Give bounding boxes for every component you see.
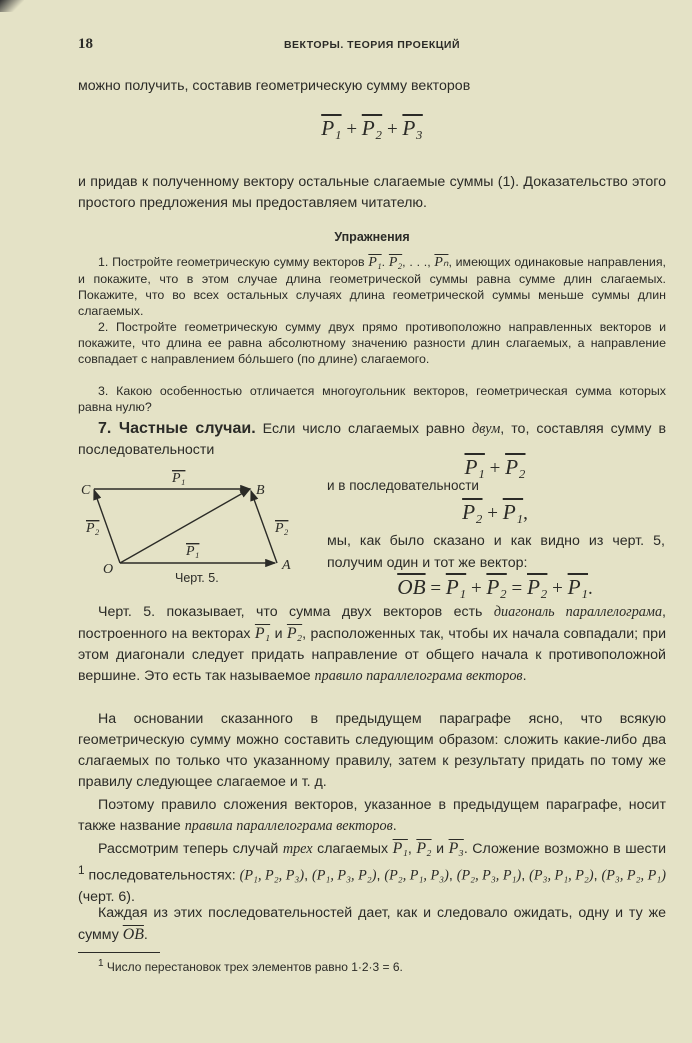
vector-ob [120, 489, 250, 563]
text: , построенного на векторах [78, 604, 666, 642]
label-p2-left: P₂ [86, 521, 100, 536]
label-p2-right: P₂ [275, 521, 289, 536]
sep: , [521, 867, 530, 884]
emphasis: правило параллелограма векторов [314, 668, 523, 684]
vector: P₁ [502, 500, 524, 524]
text: 1. Постройте геометрическую сумму векторов [98, 255, 369, 269]
label-a: A [282, 558, 291, 573]
text: , имеющих одинаковые направления, и покажите, что в этом случае длина геометрической суммы равна сумме длин слагаемых. Покажите, что во всех остальных случаях длина геометрической суммы меньше суммы длин слагаемых. [78, 255, 666, 318]
mid-text: и в последовательности [327, 478, 479, 493]
text: Каждая из этих последовательностей дает, как и следовало ожидать, одну и ту же сумму [78, 905, 666, 943]
paragraph-parallelogram [78, 602, 666, 687]
plus: + [386, 119, 398, 140]
label-c: C [81, 483, 91, 498]
sequence: (P₃, P₂, P₁) [601, 867, 666, 884]
sep: , [448, 867, 457, 884]
footnote [98, 958, 403, 974]
vector: P₁ [254, 625, 271, 642]
text: , [407, 841, 417, 857]
sep: , [376, 867, 385, 884]
intro-formula [78, 116, 666, 141]
vector-ab [251, 491, 277, 563]
scan-corner-shadow [0, 0, 24, 12]
vector: $\overline{P_n}$ [434, 255, 449, 270]
label-o: O [103, 562, 114, 577]
vector: P₂ [527, 575, 548, 599]
text: Если число слагаемых равно [255, 421, 472, 437]
text: . [522, 668, 527, 684]
sequence: (P₂, P₃, P₁) [456, 867, 522, 884]
vector: P₃ [448, 840, 464, 857]
paragraph-same-sum [78, 903, 666, 946]
plus: + [470, 578, 482, 599]
intro-paragraph: и придав к полученному вектору остальные слагаемые суммы (1). Доказательство этого простого предложения мы предоставляем читателю. [78, 174, 666, 211]
sequence: (P₁, P₂, P₃) [239, 867, 305, 884]
text: . Сложение возможно в шести [463, 841, 666, 857]
vector-ob: $\overline{OB}$ [397, 575, 426, 599]
text: Черт. 5. показывает, что сумма двух векторов есть [98, 604, 494, 620]
sequence: (P₁, P₃, P₂) [312, 867, 377, 884]
text: и [270, 626, 287, 642]
text: . [392, 818, 397, 834]
vector: P₂ [286, 625, 303, 642]
vector: P₁ [464, 455, 485, 479]
text: . [143, 927, 148, 943]
formula-p1-p2 [325, 455, 665, 480]
figure-caption: Черт. 5. [175, 571, 219, 585]
plus: + [487, 503, 498, 524]
section-title: 7. Частные случаи. [98, 420, 256, 437]
running-title: ВЕКТОРЫ. ТЕОРИЯ ПРОЕКЦИЙ [283, 39, 461, 51]
exercise-2: 2. Постройте геометрическую сумму двух прямо противоположно направленных векторов и покажите, что длина ее равна абсолютному значению разности длин слагаемых, а направление совпадает с направлением бо́льшего (по длине) слагаемого. [78, 320, 666, 366]
vector: P₂ [486, 575, 507, 599]
intro-line: можно получить, составив геометрическую сумму векторов [78, 78, 471, 94]
footnote-mark: 1 [98, 958, 104, 969]
vector: P₂ [388, 255, 403, 270]
paragraph-any-sum: На основании сказанного в предыдущем параграфе ясно, что всякую геометрическую сумму можно составить следующим образом: сложить какие-либо два слагаемых по только что указанному правилу, затем к результату придать по тому же правилу следующее слагаемое и т. д. [78, 711, 666, 790]
vector-ob: $\overline{OB}$ [122, 926, 144, 943]
text: последовательностях: [84, 867, 240, 884]
plus: + [489, 458, 501, 479]
exercise-1 [78, 254, 666, 319]
text: , . . ., [402, 255, 435, 269]
footnote-text: Число перестановок трех элементов равно 1·2·3 = 6. [103, 960, 403, 974]
vector-p2: P₂ [361, 116, 383, 140]
text: , то, составляя сумму в последовательности [78, 421, 666, 458]
emphasis: двум [471, 421, 501, 437]
emphasis: диагональ параллелограма [493, 604, 663, 620]
text: . [381, 255, 389, 269]
exercises-title: Упражнения [334, 230, 410, 244]
page-number: 18 [78, 36, 93, 52]
paragraph-rule-name [78, 795, 666, 837]
sequence: (P₃, P₁, P₂) [529, 867, 594, 884]
formula-p2-p1 [325, 500, 665, 525]
sequence: (P₂, P₁, P₃) [384, 867, 449, 884]
footnote-ref[interactable]: 1 [78, 863, 85, 877]
punct: . [588, 578, 593, 599]
equals: = [511, 578, 523, 599]
sep: , [593, 867, 602, 884]
equals: = [430, 578, 442, 599]
exercise-3: 3. Какою особенностью отличается многоугольник векторов, геометрическая сумма которых равна нулю? [78, 384, 666, 414]
plus: + [552, 578, 563, 599]
plus: + [346, 119, 358, 140]
punct: , [523, 503, 528, 524]
text: и [431, 841, 449, 857]
vector: P₂ [505, 455, 526, 479]
vector: P₂ [416, 840, 432, 857]
vector-p1: P₁ [321, 116, 342, 140]
vector: P₁ [368, 255, 382, 270]
vector: P₁ [392, 840, 408, 857]
text: Рассмотрим теперь случай [98, 841, 283, 857]
vector: P₁ [567, 575, 589, 599]
vector: P₁ [445, 575, 467, 599]
vector-p3: P₃ [402, 116, 423, 140]
text: Поэтому правило сложения векторов, указанное в предыдущем параграфе, носит также название [78, 797, 666, 834]
emphasis: трех [282, 841, 313, 857]
footnote-divider [78, 952, 160, 953]
text: слагаемых [312, 841, 393, 857]
sep: , [304, 867, 312, 884]
emphasis: правила параллелограма векторов [184, 818, 393, 834]
text: (черт. 6). [78, 888, 135, 905]
label-b: B [256, 483, 265, 498]
right-paragraph: мы, как было сказано и как видно из черт. 5, получим один и тот же вектор: [327, 533, 665, 571]
formula-ob [325, 575, 665, 600]
label-p1-top: P₁ [172, 471, 186, 486]
paragraph-three-terms [78, 838, 666, 908]
text: , расположенных так, чтобы их начала совпадали; при этом диагонали следует придать направление от общего начала к противоположной вершине. Это есть так называемое [78, 626, 666, 684]
label-p1-bottom: P₁ [186, 544, 200, 559]
vector: P₂ [462, 500, 483, 524]
